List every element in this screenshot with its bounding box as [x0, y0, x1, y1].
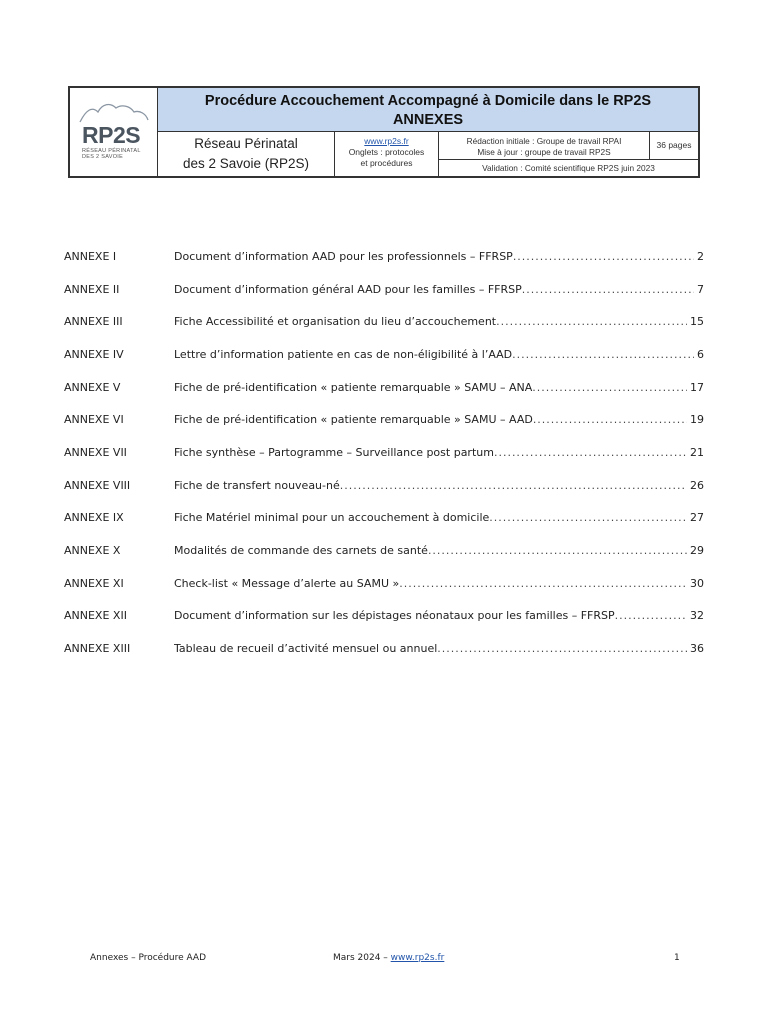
toc-entry[interactable] [64, 371, 704, 404]
toc-label: ANNEXE VI [64, 413, 124, 427]
toc-page: 15 [690, 315, 704, 329]
toc-page: 2 [697, 249, 704, 263]
toc-page: 19 [690, 413, 704, 427]
toc-label: ANNEXE IX [64, 511, 124, 525]
toc-title: Fiche Matériel minimal pour un accouchement à domicile [174, 511, 490, 525]
organization-name: Réseau Périnatal des 2 Savoie (RP2S) [158, 132, 335, 176]
toc-label: ANNEXE II [64, 282, 120, 296]
toc-entry[interactable] [64, 403, 704, 436]
toc-entry[interactable] [64, 567, 704, 600]
toc-entry[interactable] [64, 502, 704, 535]
redaction-info: Rédaction initiale : Groupe de travail RPAI Mise à jour : groupe de travail RP2S [439, 132, 650, 159]
toc-title: Document d’information sur les dépistages néonataux pour les familles – FFRSP [174, 609, 615, 623]
toc-entry[interactable] [64, 305, 704, 338]
toc-entry[interactable] [64, 436, 704, 469]
page-count: 36 pages [656, 140, 692, 150]
toc-page: 36 [690, 642, 704, 656]
toc-entry[interactable] [64, 632, 704, 665]
document-header [68, 86, 700, 178]
toc-title: Lettre d’information patiente en cas de non-éligibilité à l’AAD [174, 347, 513, 361]
page-number: 1 [674, 953, 680, 963]
toc-label: ANNEXE X [64, 544, 121, 558]
toc-label: ANNEXE VIII [64, 478, 131, 492]
toc-title: Fiche de transfert nouveau-né [174, 478, 340, 492]
toc-entry[interactable] [64, 534, 704, 567]
toc-page: 30 [690, 576, 704, 590]
toc-entry[interactable] [64, 469, 704, 502]
website-cell: www.rp2s.fr Onglets : protocoles et procédures [335, 132, 439, 176]
toc-label: ANNEXE VII [64, 445, 127, 459]
table-of-contents [64, 240, 704, 665]
toc-title: Document d’information général AAD pour les familles – FFRSP [174, 282, 522, 296]
toc-entry[interactable] [64, 338, 704, 371]
toc-title: Document d’information AAD pour les professionnels – FFRSP [174, 249, 513, 263]
toc-page: 29 [690, 544, 704, 558]
toc-page: 17 [690, 380, 704, 394]
toc-title: Fiche de pré-identification « patiente remarquable » SAMU – ANA [174, 380, 533, 394]
toc-page: 7 [697, 282, 704, 296]
toc-label: ANNEXE XII [64, 609, 127, 623]
toc-page: 6 [697, 347, 704, 361]
website-link[interactable]: www.rp2s.fr [364, 136, 409, 146]
toc-page: 21 [690, 445, 704, 459]
toc-title: Tableau de recueil d’activité mensuel ou annuel [174, 642, 438, 656]
validation-info: Validation : Comité scientifique RP2S juin 2023 [482, 163, 655, 173]
footer-website-link[interactable]: www.rp2s.fr [390, 953, 445, 963]
document-meta [439, 132, 698, 176]
logo-subtitle: RÉSEAU PÉRINATAL DES 2 SAVOIE [82, 148, 141, 160]
toc-title: Fiche de pré-identification « patiente remarquable » SAMU – AAD [174, 413, 533, 427]
toc-title: Modalités de commande des carnets de santé [174, 544, 428, 558]
toc-label: ANNEXE V [64, 380, 121, 394]
logo [70, 88, 158, 176]
footer-center: Mars 2024 – www.rp2s.fr [333, 953, 445, 963]
toc-label: ANNEXE XI [64, 576, 124, 590]
toc-entry[interactable] [64, 600, 704, 633]
toc-label: ANNEXE III [64, 315, 123, 329]
toc-title: Fiche Accessibilité et organisation du lieu d’accouchement [174, 315, 497, 329]
logo-wordmark: RP2S [82, 122, 141, 148]
toc-entry[interactable] [64, 240, 704, 273]
toc-label: ANNEXE I [64, 249, 117, 263]
toc-page: 32 [690, 609, 704, 623]
document-title: Procédure Accouchement Accompagné à Domicile dans le RP2S ANNEXES [158, 88, 698, 132]
footer-left: Annexes – Procédure AAD [90, 953, 207, 963]
toc-label: ANNEXE IV [64, 347, 124, 361]
toc-label: ANNEXE XIII [64, 642, 131, 656]
toc-entry[interactable] [64, 273, 704, 306]
toc-title: Fiche synthèse – Partogramme – Surveillance post partum [174, 445, 494, 459]
toc-page: 27 [690, 511, 704, 525]
toc-page: 26 [690, 478, 704, 492]
toc-title: Check-list « Message d’alerte au SAMU » [174, 576, 400, 590]
